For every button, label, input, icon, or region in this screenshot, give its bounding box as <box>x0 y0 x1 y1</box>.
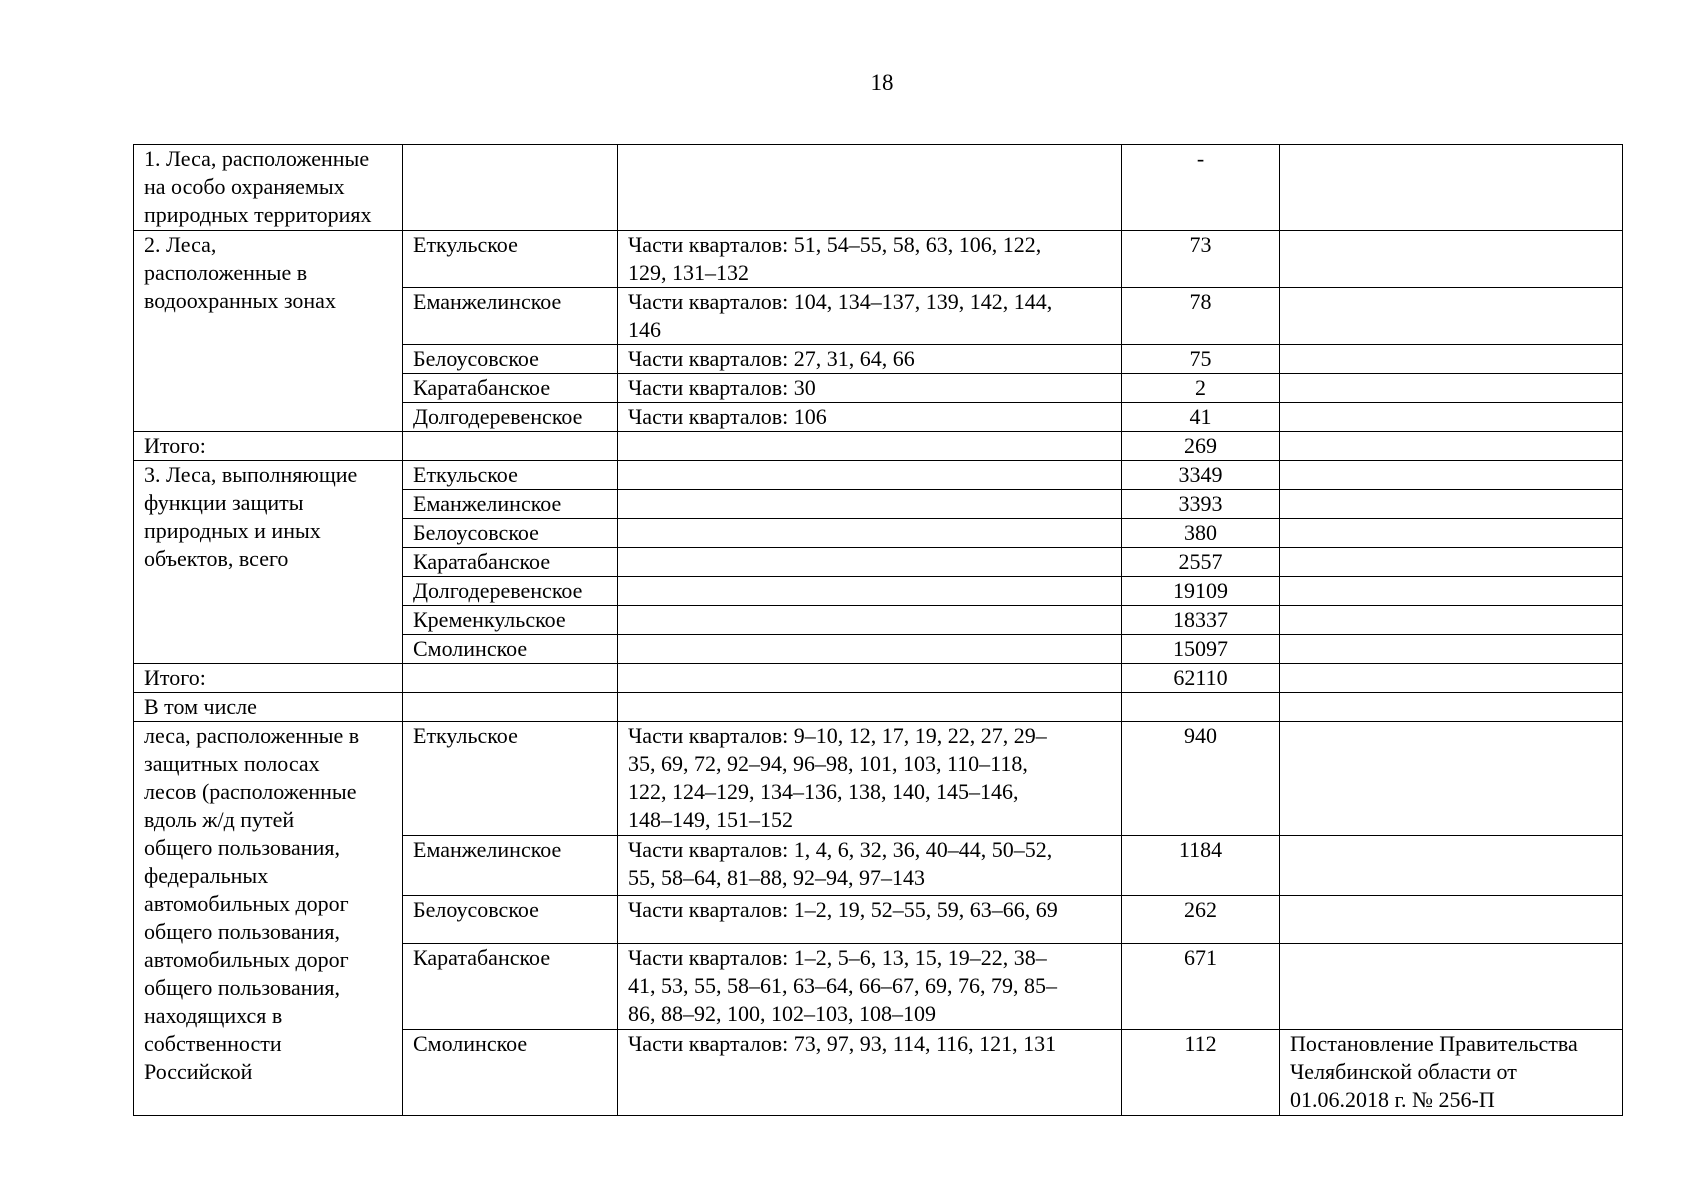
quarters-cell: Части кварталов: 1–2, 19, 52–55, 59, 63–66, 69 <box>618 896 1122 944</box>
area-cell: 62110 <box>1122 664 1280 693</box>
quarters-cell: Части кварталов: 106 <box>618 403 1122 432</box>
forestry-cell: Каратабанское <box>403 374 618 403</box>
quarters-cell: Части кварталов: 27, 31, 64, 66 <box>618 345 1122 374</box>
forestry-cell: Еманжелинское <box>403 288 618 345</box>
notes-cell <box>1280 664 1623 693</box>
notes-cell <box>1280 606 1623 635</box>
notes-cell <box>1280 635 1623 664</box>
table-row <box>134 432 1623 461</box>
forestry-cell: Еткульское <box>403 231 618 288</box>
table-row <box>134 231 1623 288</box>
area-cell: 940 <box>1122 722 1280 836</box>
quarters-cell <box>618 606 1122 635</box>
notes-cell <box>1280 548 1623 577</box>
notes-cell <box>1280 231 1623 288</box>
area-cell: 269 <box>1122 432 1280 461</box>
quarters-cell: Части кварталов: 30 <box>618 374 1122 403</box>
category-cell: Итого: <box>134 432 403 461</box>
area-cell: 2557 <box>1122 548 1280 577</box>
quarters-cell: Части кварталов: 104, 134–137, 139, 142, 144, 146 <box>618 288 1122 345</box>
forestry-cell: Белоусовское <box>403 345 618 374</box>
forestry-cell: Еманжелинское <box>403 490 618 519</box>
notes-cell <box>1280 374 1623 403</box>
notes-cell <box>1280 944 1623 1030</box>
category-cell: В том числе <box>134 693 403 722</box>
forestry-cell: Каратабанское <box>403 944 618 1030</box>
forestry-cell: Каратабанское <box>403 548 618 577</box>
table-row <box>134 664 1623 693</box>
forestry-cell: Еткульское <box>403 722 618 836</box>
quarters-cell <box>618 577 1122 606</box>
table-body <box>134 145 1623 1116</box>
category-cell: Итого: <box>134 664 403 693</box>
category-cell: леса, расположенные в защитных полосах лесов (расположенные вдоль ж/д путей общего пользования, федеральных автомобильных дорог общего пользования, автомобильных дорог общего пользования, находящихся в собственности Российской <box>134 722 403 1116</box>
area-cell: 78 <box>1122 288 1280 345</box>
area-cell: 3393 <box>1122 490 1280 519</box>
notes-cell <box>1280 145 1623 231</box>
category-cell: 3. Леса, выполняющие функции защиты природных и иных объектов, всего <box>134 461 403 664</box>
notes-cell <box>1280 345 1623 374</box>
notes-cell <box>1280 461 1623 490</box>
quarters-cell <box>618 548 1122 577</box>
forestry-cell: Долгодеревенское <box>403 577 618 606</box>
forestry-cell <box>403 145 618 231</box>
quarters-cell <box>618 664 1122 693</box>
table-row <box>134 693 1623 722</box>
area-cell: 18337 <box>1122 606 1280 635</box>
quarters-cell: Части кварталов: 9–10, 12, 17, 19, 22, 27, 29– 35, 69, 72, 92–94, 96–98, 101, 103, 110–118, 122, 124–129, 134–136, 138, 140, 145–146, 148–149, 151–152 <box>618 722 1122 836</box>
forest-table <box>133 144 1623 1116</box>
forestry-cell: Кременкульское <box>403 606 618 635</box>
forestry-cell: Смолинское <box>403 1030 618 1116</box>
area-cell: 73 <box>1122 231 1280 288</box>
quarters-cell <box>618 693 1122 722</box>
notes-cell <box>1280 896 1623 944</box>
area-cell: 75 <box>1122 345 1280 374</box>
category-cell: 2. Леса, расположенные в водоохранных зонах <box>134 231 403 432</box>
category-cell: 1. Леса, расположенные на особо охраняемых природных территориях <box>134 145 403 231</box>
table-row <box>134 145 1623 231</box>
area-cell: 41 <box>1122 403 1280 432</box>
forestry-cell: Долгодеревенское <box>403 403 618 432</box>
notes-cell <box>1280 490 1623 519</box>
table-row <box>134 722 1623 836</box>
quarters-cell: Части кварталов: 73, 97, 93, 114, 116, 121, 131 <box>618 1030 1122 1116</box>
notes-cell <box>1280 288 1623 345</box>
area-cell: 15097 <box>1122 635 1280 664</box>
area-cell: 262 <box>1122 896 1280 944</box>
quarters-cell: Части кварталов: 51, 54–55, 58, 63, 106, 122, 129, 131–132 <box>618 231 1122 288</box>
area-cell: 112 <box>1122 1030 1280 1116</box>
quarters-cell <box>618 145 1122 231</box>
quarters-cell: Части кварталов: 1–2, 5–6, 13, 15, 19–22, 38– 41, 53, 55, 58–61, 63–64, 66–67, 69, 76, 79, 85– 86, 88–92, 100, 102–103, 108–109 <box>618 944 1122 1030</box>
notes-cell <box>1280 836 1623 896</box>
quarters-cell <box>618 635 1122 664</box>
area-cell: 19109 <box>1122 577 1280 606</box>
forestry-cell: Еманжелинское <box>403 836 618 896</box>
notes-cell <box>1280 722 1623 836</box>
area-cell <box>1122 693 1280 722</box>
notes-cell <box>1280 577 1623 606</box>
forestry-cell <box>403 432 618 461</box>
quarters-cell <box>618 432 1122 461</box>
area-cell: 671 <box>1122 944 1280 1030</box>
forestry-cell: Белоусовское <box>403 896 618 944</box>
forestry-cell: Смолинское <box>403 635 618 664</box>
notes-cell <box>1280 432 1623 461</box>
area-cell: 380 <box>1122 519 1280 548</box>
area-cell: 3349 <box>1122 461 1280 490</box>
forestry-cell: Белоусовское <box>403 519 618 548</box>
quarters-cell: Части кварталов: 1, 4, 6, 32, 36, 40–44, 50–52, 55, 58–64, 81–88, 92–94, 97–143 <box>618 836 1122 896</box>
area-cell: - <box>1122 145 1280 231</box>
quarters-cell <box>618 490 1122 519</box>
notes-cell <box>1280 519 1623 548</box>
quarters-cell <box>618 519 1122 548</box>
forestry-cell: Еткульское <box>403 461 618 490</box>
notes-cell <box>1280 403 1623 432</box>
table-row <box>134 461 1623 490</box>
quarters-cell <box>618 461 1122 490</box>
notes-cell <box>1280 693 1623 722</box>
page-number: 18 <box>870 70 894 95</box>
area-cell: 2 <box>1122 374 1280 403</box>
area-cell: 1184 <box>1122 836 1280 896</box>
notes-cell: Постановление Правительства Челябинской области от 01.06.2018 г. № 256-П <box>1280 1030 1623 1116</box>
forestry-cell <box>403 664 618 693</box>
forestry-cell <box>403 693 618 722</box>
